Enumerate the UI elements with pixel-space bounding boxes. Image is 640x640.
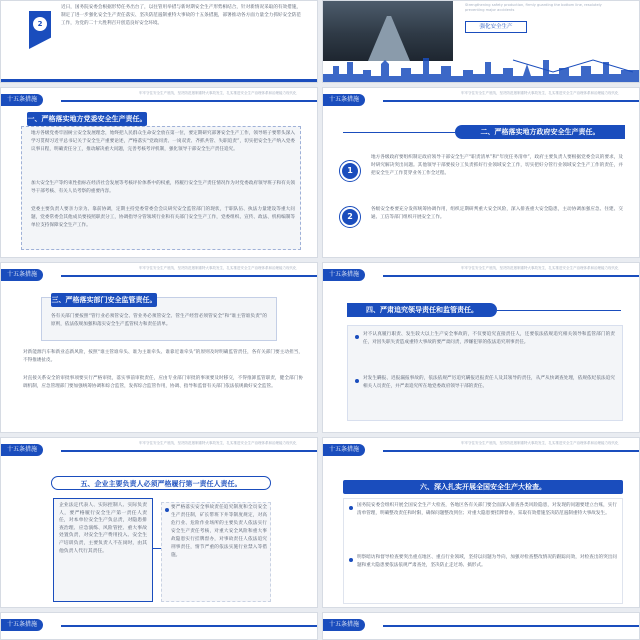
slide-4 xyxy=(0,262,318,433)
header-line xyxy=(61,100,317,102)
slide-1-body-text: 近日，国务院安委会根据形势任务出台了，以往管用举措与新时期安全生产形势相结合，针对新情况采取的有效措施，制定了进一步强化安全生产责任落实、坚决防范遏制重特大事故的十五条措施，部署推动各方面力量全力抓好安全防范工作，为党的二十大胜利召开创造良好安全环境。 xyxy=(61,5,301,26)
measures-tag: 十五条措施 xyxy=(1,94,43,106)
banner-slide xyxy=(322,0,640,83)
section-title-2: 二、严格落实地方政府安全生产责任。 xyxy=(455,125,625,139)
header-line xyxy=(61,275,317,277)
bullet-dot-2 xyxy=(349,558,353,562)
header-caption: 牢牢守住安全生产底线，坚决防范遏制重特大事故发生，扎实推进安全生产治理体系和治理能力现代化 xyxy=(461,441,619,445)
connector-line xyxy=(153,548,161,549)
title-bar-left-line xyxy=(343,132,455,133)
slide-7-paragraph-2: 明察暗访和督导检查要突出重点地区、重点行业领域，坚持以问题为导向，加强对检查整改情况的跟踪问效，对检查出的突出问题和重大隐患要依法依规严肃查处，坚决防止走过场、搞形式。 xyxy=(357,555,617,568)
item-number-1: 1 xyxy=(342,163,358,179)
slide-4-box-text: 各有关部门要按照“管行业必须管安全、管业务必须管安全、管生产经营必须管安全”和“谁主管谁负责”的原则，依法依规加强和落实安全生产监管权力和责任清单。 xyxy=(51,314,267,327)
bullet-dot-2 xyxy=(355,379,359,383)
bullet-dot-1 xyxy=(355,335,359,339)
header-line xyxy=(61,450,317,452)
slide-2-paragraph-3: 党委主要负责人要亲力亲为、靠前协调，定期主持党委常委会会议研究安全监管部门的现状，于职队伍、执法力量建设等重大问题，党委常委会其他成员要按照职责分工，协调指导分管领域行业和有关部门安全生产工作，党委组织、宣传、政法、机构编制等单位支持保障安全生产工作。 xyxy=(31,207,295,228)
banner-title-box: 强化安全生产 xyxy=(465,21,527,33)
header-caption: 牢牢守住安全生产底线，坚决防范遏制重特大事故发生，扎实推进安全生产治理体系和治理能力现代化 xyxy=(461,91,619,95)
slide-3-paragraph-2: 各级安全委要充分发挥统筹协调作用，组织定期研判重大安全风险，深入排查重大安全隐患，主动协调加强应急、住建、交通、工信等部门组织开展安全工作。 xyxy=(371,207,623,220)
slide-1-bottom-bar xyxy=(1,79,317,82)
bullet-dot xyxy=(165,508,169,512)
item-number-2: 2 xyxy=(342,209,358,225)
measures-tag: 十五条措施 xyxy=(1,619,43,631)
measures-tag: 十五条措施 xyxy=(323,94,365,106)
slide-5 xyxy=(322,262,640,433)
section-title-1: 一、严格落实地方党委安全生产责任。 xyxy=(27,112,147,126)
header-line xyxy=(383,625,639,627)
slide-9-partial xyxy=(322,612,640,640)
measures-tag: 十五条措施 xyxy=(1,444,43,456)
header-line xyxy=(61,625,317,627)
slide-2-paragraph-1: 地方各级党委牢固树立安全发展理念，始终把人民群众生命安全放在第一位，要定期研究部署安全生产工作，领导班子要带头深入学习贯彻习近平总书记关于安全生产重要论述，严格落实“党政同责、一岗双责、齐抓共管、失职追责”，切实把安全生产纳入党委议事日程，明确责任分工，推动解决重大问题，完善考核考评机制，强化领导干部安全生产责任追究。 xyxy=(31,131,295,152)
slide-4-paragraph-1: 对新能源汽车和新业态新风险，按照“谁主管谁牵头、谁为主谁牵头、谁靠近谁牵头”的原则及时明确监管责任，各有关部门要主动担当，不得推诿扯皮。 xyxy=(23,350,303,363)
banner-caption: Strengthening safety production, firmly guarding the bottom line, resolutely preventing major accidents xyxy=(465,3,602,12)
slide-5-paragraph-1: 对不认真履行职责、发生较大以上生产安全事故的，不仅要追究直接责任人，还要依法依规追究相关领导和监管部门的责任，对因失职失责造成重特大事故的要严肃问责，涉嫌犯罪的依法追究刑事责任。 xyxy=(363,332,615,345)
slide-5-paragraph-2: 对发生瞒报、迟报漏报事故的，依法依规严厉追究瞒报迟报责任人及其领导的责任，从严从快调查处理，依规依纪依法追究相关人员责任，并严肃追究所在地党委政府领导干部的责任。 xyxy=(363,376,615,389)
slide-6-right-text: 要严格落实安全事故责任追究制度和全员安全生产责任制，矿长带班下井等制度规定，对高危行业、危险作业场所的主要负责人依法实行安全生产责任考核，对重大安全风险和重大事故隐患实行挂牌督办，对事故责任人依法追究刑事责任，情节严重的依法实施行业禁入等措施。 xyxy=(171,505,267,558)
measures-tag: 十五条措施 xyxy=(323,269,365,281)
slide-6-box-text: 企业法定代表人、实际控制人、实际负责人，要严格履行安全生产第一责任人责任，对本单位安全生产负总责，对隐患排查治理、应急演练、风险管控、重大事故处置负责，对安全生产费用投入、安全生产培训负责，主要负责人不在岗时，由其他负责人代行其责任。 xyxy=(59,503,147,554)
measures-tag: 十五条措施 xyxy=(323,444,365,456)
section-title-4: 四、严肃追究领导责任和监管责任。 xyxy=(347,303,497,317)
item-number-2: 2 xyxy=(33,17,47,31)
header-line xyxy=(383,450,639,452)
measures-tag: 十五条措施 xyxy=(1,269,43,281)
section-title-5: 五、企业主要负责人必须严格履行第一责任人责任。 xyxy=(51,476,271,490)
header-line xyxy=(383,275,639,277)
section-title-3: 三、严格落实部门安全监管责任。 xyxy=(51,293,157,307)
slide-8-partial xyxy=(0,612,318,640)
header-line xyxy=(383,100,639,102)
header-caption: 牢牢守住安全生产底线，坚决防范遏制重特大事故发生，扎实推进安全生产治理体系和治理能力现代化 xyxy=(461,266,619,270)
slide-3-paragraph-1: 地方各级政府要组织制定政府领导干部安全生产“职责清单”和“年度任务清单”，政府主要负责人要根据党委会议的要求，及时研究解决突出问题。其他领导干部要按分工负责抓好行业领域安全工作，切实把好分管行业领域安全生产工作的责任，并把安全生产工作贯穿业务工作全过程。 xyxy=(371,155,623,176)
slide-7 xyxy=(322,437,640,608)
header-caption: 牢牢守住安全生产底线，坚决防范遏制重特大事故发生，扎实推进安全生产治理体系和治理能力现代化 xyxy=(139,91,297,95)
header-caption: 牢牢守住安全生产底线，坚决防范遏制重特大事故发生，扎实推进安全生产治理体系和治理能力现代化 xyxy=(139,441,297,445)
measures-tag: 十五条措施 xyxy=(323,619,365,631)
header-caption: 牢牢守住安全生产底线，坚决防范遏制重特大事故发生，扎实推进安全生产治理体系和治理能力现代化 xyxy=(139,266,297,270)
slide-3 xyxy=(322,87,640,258)
section-title-6: 六、深入扎实开展全国安全生产大检查。 xyxy=(343,480,623,494)
slide-2-paragraph-2: 加大安全生产等约束性指标在经济社会发展等考核评价体系中的权重，将履行安全生产责任情况作为对党委政府领导班子和有关领导干部考核、有关人员考察的重要内容。 xyxy=(31,181,295,194)
slide-7-paragraph-1: 国务院安委会组织开展全国安全生产大检查，各地区各有关部门要全面深入排查各类风险隐患，对发现的问题要建立台账，实行清单管理，明确整改责任和时限，确保问题整改到位；对重大隐患要挂牌督办，采取有效措施坚决防范遏制重特大事故发生。 xyxy=(357,503,617,516)
city-skyline-icon xyxy=(323,52,640,82)
bullet-dot-1 xyxy=(349,506,353,510)
bridge-cable-shape xyxy=(513,60,633,72)
skyline-shape xyxy=(323,58,640,82)
slide-6 xyxy=(0,437,318,608)
slide-1 xyxy=(0,0,318,83)
slide-4-paragraph-2: 对直接关系安全的审批事项要实行严格审批，落实事前审批责任，应由专业部门审批的事项要及时移交，不得推卸监管职责，健全部门协调机制，应急管理部门要加强统筹协调和综合监管，发挥综合监管作用，协调、指导和监督有关部门依法依规做好安全监管。 xyxy=(23,376,303,389)
slide-2 xyxy=(0,87,318,258)
title-underline xyxy=(497,310,621,311)
